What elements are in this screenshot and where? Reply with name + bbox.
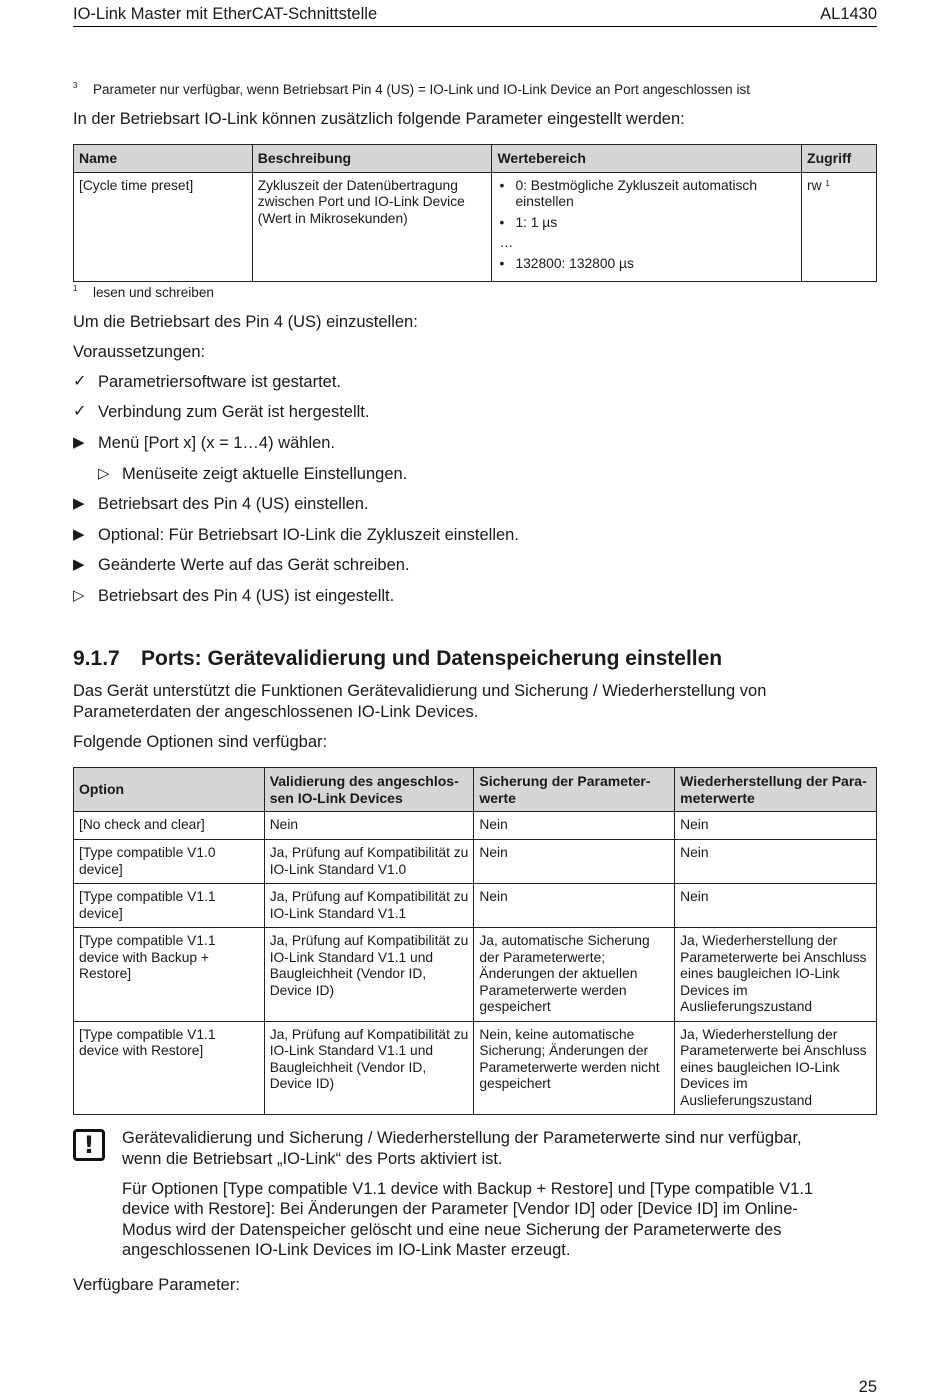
section-paragraph-line: Das Gerät unterstützt die Funktionen Gerätevalidierung und Sicherung / Wiederherstellung von <box>73 682 767 700</box>
prerequisites-heading: Voraussetzungen: <box>73 343 206 361</box>
note-line: angeschlossenen IO-Link Devices im IO-Link Master erzeugt. <box>122 1241 571 1259</box>
action-arrow-icon: ▶ <box>73 495 85 512</box>
warning-icon: ! <box>73 1129 105 1161</box>
product-code: AL1430 <box>820 5 877 23</box>
header-name: Name <box>74 145 253 173</box>
document-title: IO-Link Master mit EtherCAT-Schnittstelle <box>73 5 378 23</box>
section-number: 9.1.7 <box>73 647 120 670</box>
cell-access <box>802 172 877 282</box>
footnote-availability <box>73 82 873 100</box>
access-value: rw <box>807 177 822 193</box>
note-line: Modus wird der Datenspeicher gelöscht und eine neue Sicherung der Parameterwerte des <box>122 1221 782 1239</box>
header-restore: Wiederherstellung der Para-meterwerte <box>675 768 877 812</box>
step-result: Menüseite zeigt aktuelle Einstellungen. <box>122 465 408 483</box>
table-cell: Ja, Prüfung auf Kompatibilität zu IO-Link Standard V1.1 <box>264 884 474 928</box>
header-value-range: Wertebereich <box>492 145 802 173</box>
table-cell: Ja, Wiederherstellung der Parameterwerte bei Anschluss eines baugleichen IO-Link Devices im Auslieferungszustand <box>675 1021 877 1115</box>
value-ellipsis: … <box>499 235 514 250</box>
table-cell: Ja, Wiederherstellung der Parameterwerte bei Anschluss eines baugleichen IO-Link Devices im Auslieferungszustand <box>675 928 877 1022</box>
page-header <box>73 4 877 27</box>
footnote-mark: 3 <box>73 81 78 90</box>
procedure-step: Menü [Port x] (x = 1…4) wählen. <box>98 434 336 452</box>
procedure-step: Geänderte Werte auf das Gerät schreiben. <box>98 556 410 574</box>
table-cell: Ja, automatische Sicherung der Parameterwerte; Änderungen der aktuellen Parameterwerte werden gespeichert <box>474 928 675 1022</box>
footnote-text: lesen und schreiben <box>93 285 214 300</box>
result-arrow-icon: ▷ <box>73 587 85 604</box>
table-cell: Nein <box>474 812 675 840</box>
footnote-text: Parameter nur verfügbar, wenn Betriebsart Pin 4 (US) = IO-Link und IO-Link Device an Port angeschlossen ist <box>93 82 750 97</box>
access-footnote-mark: 1 <box>825 178 830 188</box>
table-cell: [Type compatible V1.1 device with Backup + Restore] <box>74 928 265 1022</box>
table-row <box>74 1021 877 1115</box>
header-description: Beschreibung <box>252 145 492 173</box>
section-title: Ports: Gerätevalidierung und Datenspeicherung einstellen <box>141 647 723 670</box>
table-header-row <box>74 145 877 173</box>
note-line: Gerätevalidierung und Sicherung / Wiederherstellung der Parameterwerte sind nur verfügbar, <box>122 1129 802 1147</box>
table-cell: [Type compatible V1.1 device] <box>74 884 265 928</box>
prerequisite-item: Parametriersoftware ist gestartet. <box>98 373 342 391</box>
table-cell: Nein <box>675 812 877 840</box>
table-row <box>74 812 877 840</box>
options-intro: Folgende Optionen sind verfügbar: <box>73 733 328 751</box>
header-backup: Sicherung der Parameter-werte <box>474 768 675 812</box>
footnote-access <box>73 285 473 303</box>
checkmark-icon: ✓ <box>73 373 87 390</box>
value-option: • 132800: 132800 µs <box>497 256 796 273</box>
cell-parameter-name: [Cycle time preset] <box>74 172 253 282</box>
procedure-result: Betriebsart des Pin 4 (US) ist eingestellt. <box>98 587 395 605</box>
procedure-title: Um die Betriebsart des Pin 4 (US) einzustellen: <box>73 313 418 331</box>
action-arrow-icon: ▶ <box>73 526 85 543</box>
table-row <box>74 928 877 1022</box>
page-number: 25 <box>858 1378 877 1396</box>
table-cell: [No check and clear] <box>74 812 265 840</box>
cell-value-range <box>492 172 802 282</box>
table-cell: [Type compatible V1.0 device] <box>74 840 265 884</box>
procedure-step: Optional: Für Betriebsart IO-Link die Zykluszeit einstellen. <box>98 526 519 544</box>
cycle-time-parameter-table <box>73 144 877 282</box>
table-row <box>74 172 877 282</box>
table-cell: [Type compatible V1.1 device with Restore] <box>74 1021 265 1115</box>
table-row <box>74 884 877 928</box>
table-cell: Ja, Prüfung auf Kompatibilität zu IO-Link Standard V1.1 und Baugleichheit (Vendor ID, Device ID) <box>264 1021 474 1115</box>
table-cell: Nein <box>474 884 675 928</box>
validation-options-table <box>73 767 877 1115</box>
table-cell: Ja, Prüfung auf Kompatibilität zu IO-Link Standard V1.0 <box>264 840 474 884</box>
checkmark-icon: ✓ <box>73 403 87 420</box>
table-header-row <box>74 768 877 812</box>
table-cell: Nein <box>264 812 474 840</box>
intro-paragraph: In der Betriebsart IO-Link können zusätzlich folgende Parameter eingestellt werden: <box>73 110 685 128</box>
result-arrow-icon: ▷ <box>98 465 110 482</box>
note-line: wenn die Betriebsart „IO-Link“ des Ports aktiviert ist. <box>122 1150 503 1168</box>
prerequisite-item: Verbindung zum Gerät ist hergestellt. <box>98 403 370 421</box>
cell-description: Zykluszeit der Datenübertragung zwischen Port und IO-Link Device (Wert in Mikrosekunden) <box>252 172 492 282</box>
header-validation: Validierung des angeschlos-sen IO-Link Devices <box>264 768 474 812</box>
header-option: Option <box>74 768 265 812</box>
action-arrow-icon: ▶ <box>73 556 85 573</box>
note-line: device with Restore]: Bei Änderungen der Parameter [Vendor ID] oder [Device ID] im Online- <box>122 1200 798 1218</box>
table-cell: Nein <box>675 884 877 928</box>
table-cell: Nein, keine automatische Sicherung; Änderungen der Parameterwerte werden nicht gespeichert <box>474 1021 675 1115</box>
section-paragraph-line: Parameterdaten der angeschlossenen IO-Link Devices. <box>73 703 479 721</box>
table-cell: Nein <box>675 840 877 884</box>
table-cell: Ja, Prüfung auf Kompatibilität zu IO-Link Standard V1.1 und Baugleichheit (Vendor ID, Device ID) <box>264 928 474 1022</box>
header-access: Zugriff <box>802 145 877 173</box>
action-arrow-icon: ▶ <box>73 434 85 451</box>
value-option: • 0: Bestmögliche Zykluszeit automatisch einstellen <box>497 178 796 211</box>
value-option: • 1: 1 µs <box>497 215 796 232</box>
table-cell: Nein <box>474 840 675 884</box>
table-row <box>74 840 877 884</box>
available-parameters-heading: Verfügbare Parameter: <box>73 1276 240 1294</box>
note-line: Für Optionen [Type compatible V1.1 device with Backup + Restore] und [Type compatible V1.1 <box>122 1180 814 1198</box>
footnote-mark: 1 <box>73 284 78 293</box>
procedure-step: Betriebsart des Pin 4 (US) einstellen. <box>98 495 369 513</box>
